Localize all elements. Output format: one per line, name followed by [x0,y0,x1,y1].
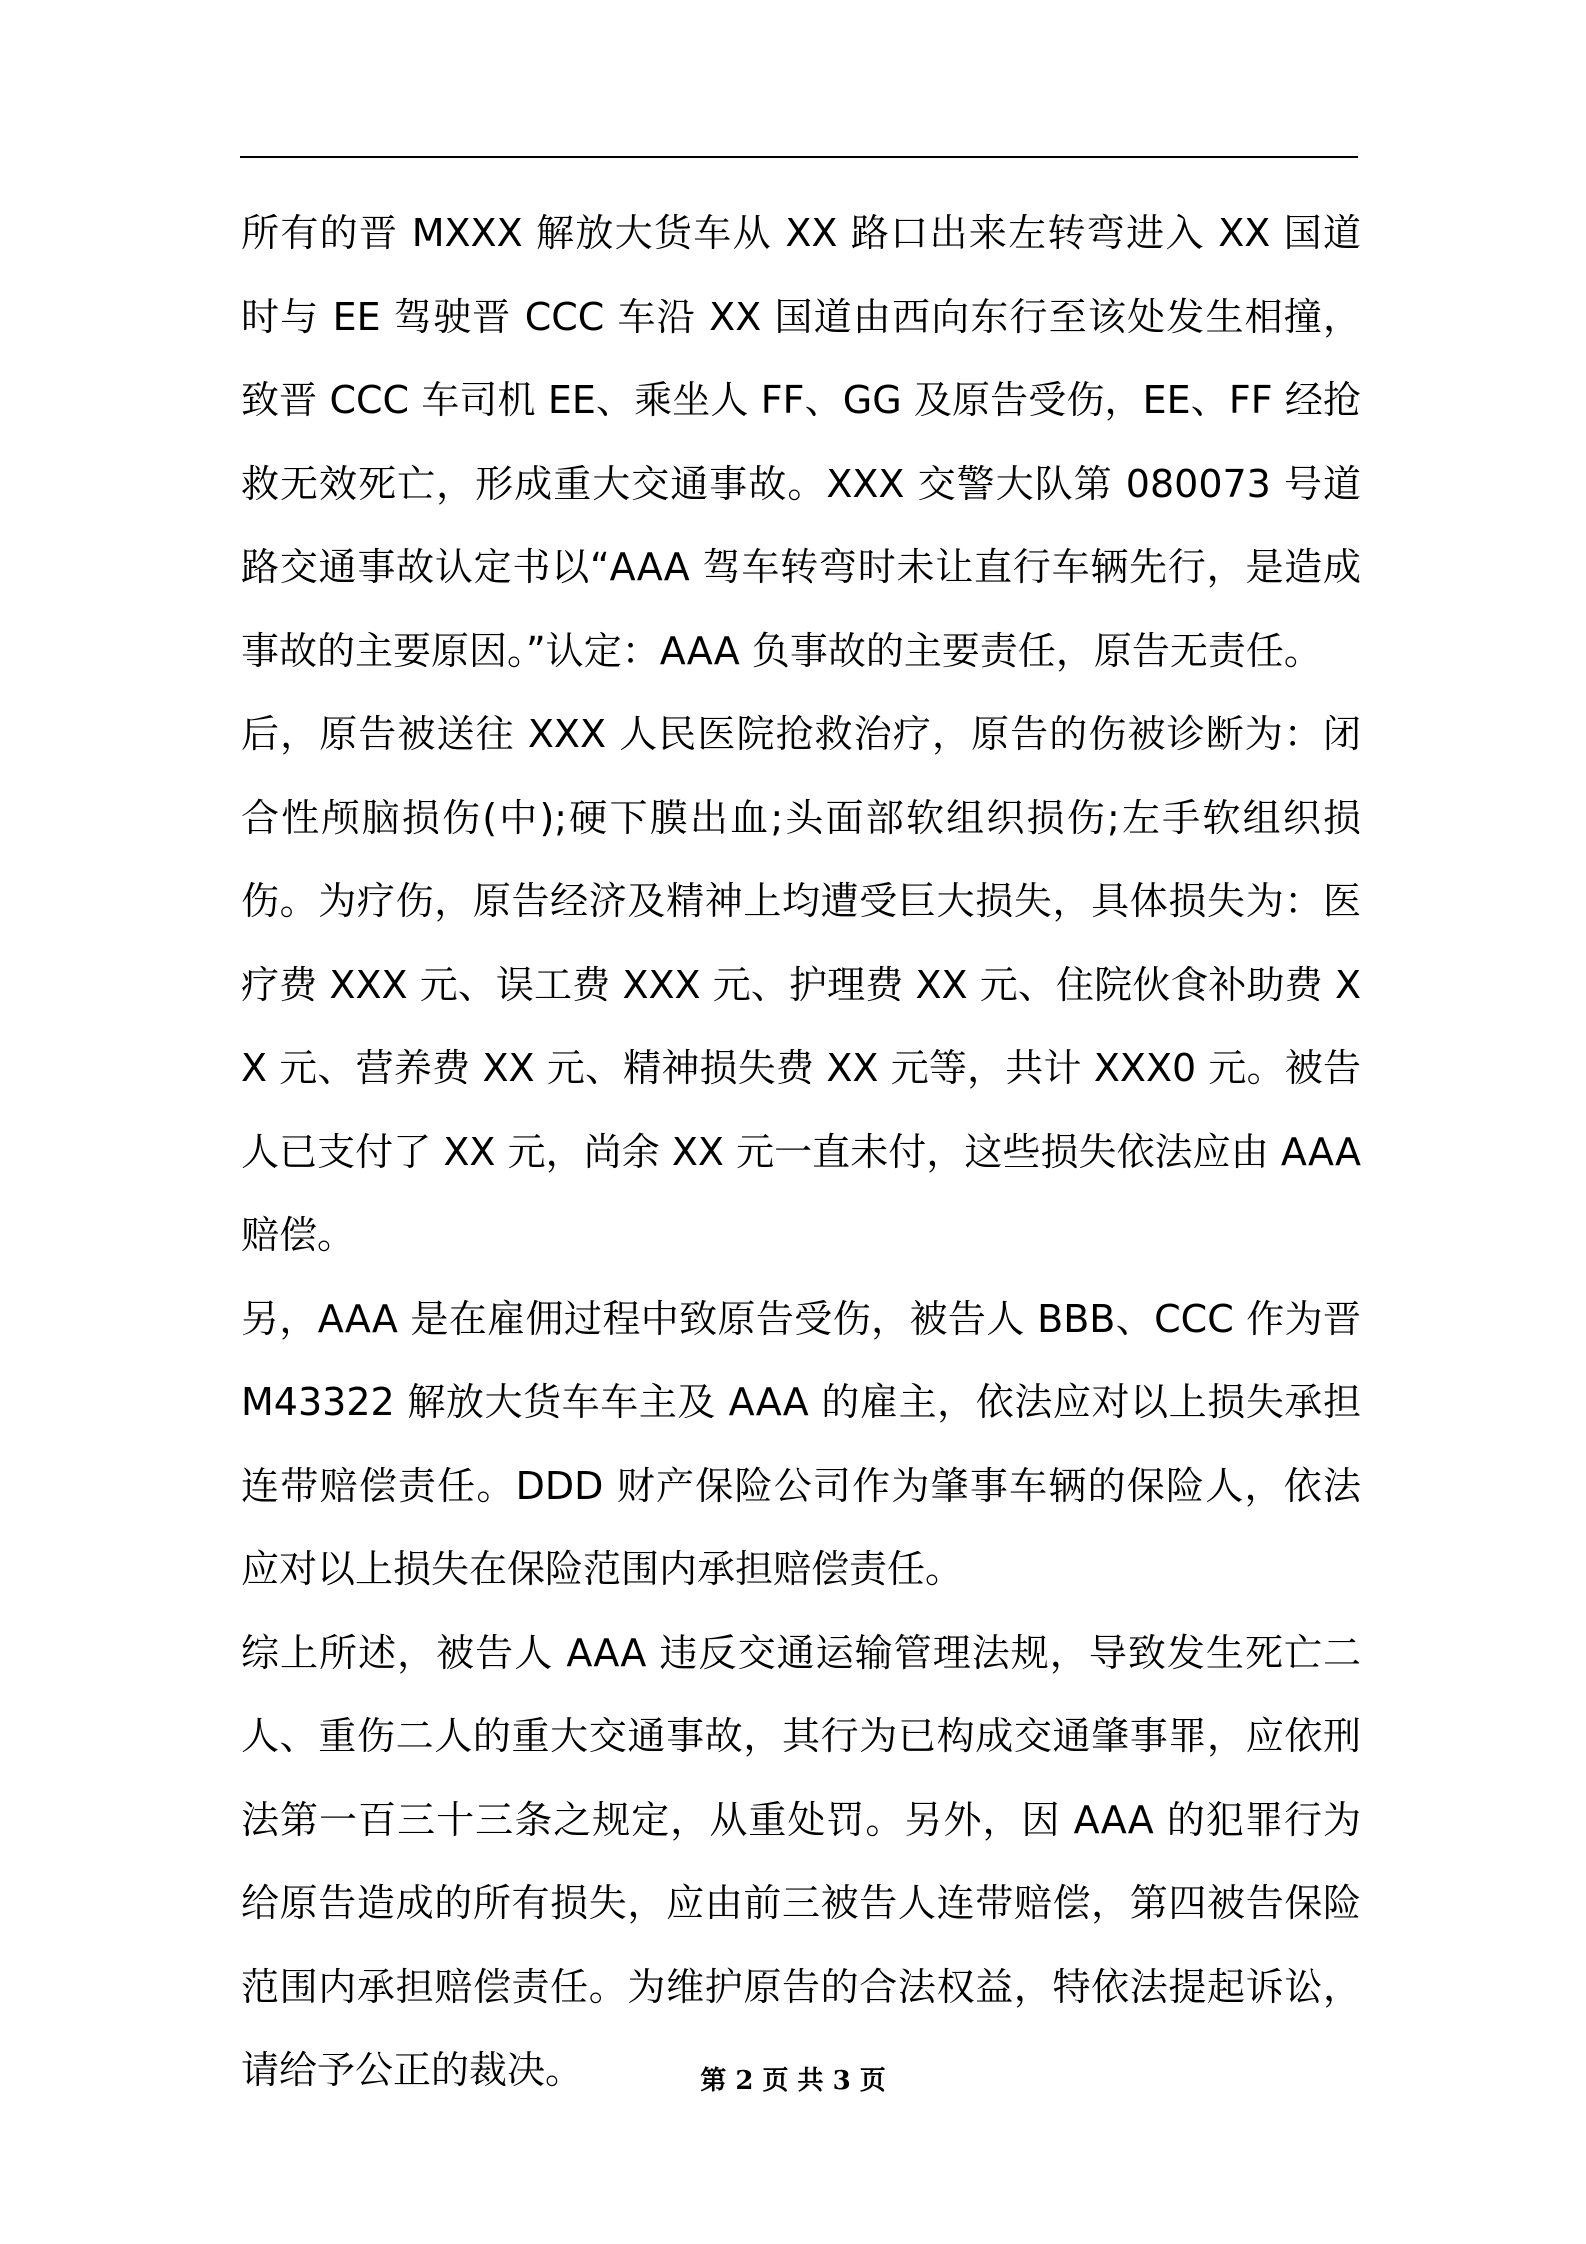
paragraph-injury-losses: 后，原告被送往 XXX 人民医院抢救治疗，原告的伤被诊断为：闭合性颅脑损伤(中);硬下膜出血;头面部软组织损伤;左手软组织损伤。为疗伤，原告经济及精神上均遭受巨大损失，具体损失为：医疗费 XXX 元、误工费 XXX 元、护理费 XX 元、住院伙食补助费 XX 元、营养费 XX 元、精神损失费 XX 元等，共计 XXX0 元。被告人已支付了 XX 元，尚余 XX 元一直未付，这些损失依法应由 AAA 赔偿。 [241,712,1361,1257]
paragraph-employer-liability: 另，AAA 是在雇佣过程中致原告受伤，被告人 BBB、CCC 作为晋 M43322 解放大货车车主及 AAA 的雇主，依法应对以上损失承担连带赔偿责任。DDD 财产保险公司作为肇事车辆的保险人，依法应对以上损失在保险范围内承担赔偿责任。 [241,1296,1361,1591]
document-body [241,192,1361,2113]
page-number: 第 2 页 共 3 页 [700,2066,886,2096]
header-divider [240,156,1358,158]
paragraph-accident-description: 所有的晋 MXXX 解放大货车从 XX 路口出来左转弯进入 XX 国道时与 EE 驾驶晋 CCC 车沿 XX 国道由西向东行至该处发生相撞，致晋 CCC 车司机 EE、乘坐人 FF、GG 及原告受伤，EE、FF 经抢救无效死亡，形成重大交通事故。XXX 交警大队第 080073 号道路交通事故认定书以“AAA 驾车转弯时未让直行车辆先行，是造成事故的主要原因。”认定：AAA 负事故的主要责任，原告无责任。 [241,211,1361,673]
paragraph-conclusion: 综上所述，被告人 AAA 违反交通运输管理法规，导致发生死亡二人、重伤二人的重大交通事故，其行为已构成交通肇事罪，应依刑法第一百三十三条之规定，从重处罚。另外，因 AAA 的犯罪行为给原告造成的所有损失，应由前三被告人连带赔偿，第四被告保险范围内承担赔偿责任。为维护原告的合法权益，特依法提起诉讼，请给予公正的裁决。 [241,1630,1361,2092]
